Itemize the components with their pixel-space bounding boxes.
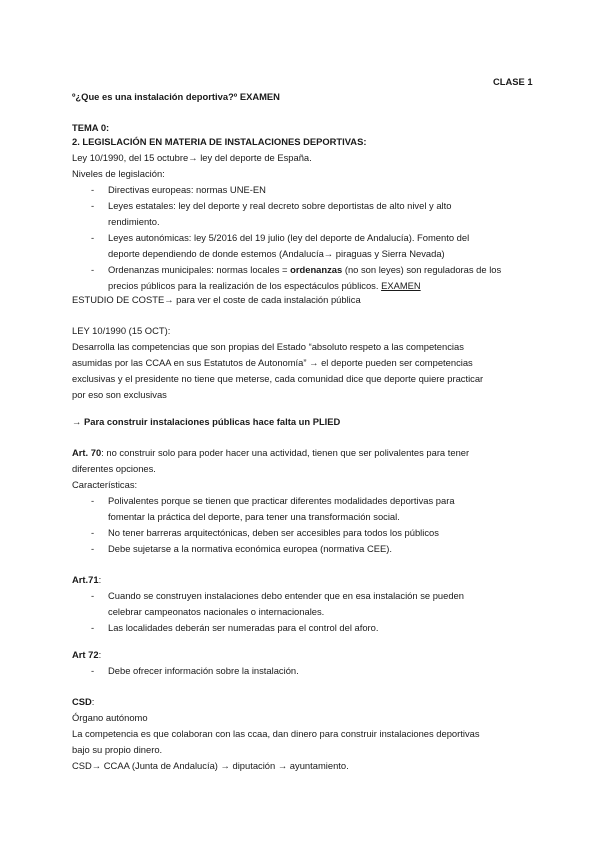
csd-colon: : [91,696,95,707]
ley-text: exclusivas y el presidente no tiene que meterse, cada comunidad dice que deporte quiere practicar [72,373,484,384]
csd-text: Órgano autónomo [72,712,148,723]
bullet-text: Leyes estatales: ley del deporte y real decreto sobre deportistas de alto nivel y alto [108,200,452,211]
bullet-text: deporte dependiendo de donde estemos (Andalucía→ piraguas y Sierra Nevada) [108,248,445,259]
art70-label: Art. 70 [72,447,102,458]
art71-colon: : [98,574,102,585]
bullet-text: Cuando se construyen instalaciones debo entender que en esa instalación se pueden [108,590,464,601]
ley-line: Ley 10/1990, del 15 octubre→ ley del deporte de España. [72,152,312,163]
bullet-dash: - [91,590,95,601]
art71-line [72,574,101,586]
art72-label: Art 72 [72,649,99,660]
bullet-dash: - [91,264,95,275]
csd-text: bajo su propio dinero. [72,744,163,755]
bullet-text: celebrar campeonatos nacionales o internacionales. [108,606,325,617]
precios-line [108,280,421,292]
bullet-dash: - [91,232,95,243]
csd-label: CSD [72,696,92,707]
bullet-text: No tener barreras arquitectónicas, deben ser accesibles para todos los públicos [108,527,439,538]
bullet-text: fomentar la práctica del deporte, para tener una transformación social. [108,511,400,522]
bullet-text: rendimiento. [108,216,160,227]
csd-line [72,696,94,708]
csd-text: CSD→ CCAA (Junta de Andalucía) → diputación → ayuntamiento. [72,760,349,771]
bullet-text: Las localidades deberán ser numeradas para el control del aforo. [108,622,379,633]
tema-title: TEMA 0: [72,122,110,133]
estudio-line: ESTUDIO DE COSTE→ para ver el coste de cada instalación pública [72,294,361,305]
bullet-dash: - [91,543,95,554]
ordenanzas-pre: Ordenanzas municipales: normas locales = [108,264,291,275]
ordenanzas-bold: ordenanzas [290,264,343,275]
question-heading: º¿Que es una instalación deportiva?º EXAMEN [72,91,280,102]
bullet-text: Leyes autonómicas: ley 5/2016 del 19 julio (ley del deporte de Andalucía). Fomento del [108,232,470,243]
bullet-text: Polivalentes porque se tienen que practicar diferentes modalidades deportivas para [108,495,455,506]
bullet-dash: - [91,622,95,633]
niveles-line: Niveles de legislación: [72,168,165,179]
examen-link: EXAMEN [381,280,421,291]
bullet-text: Debe ofrecer información sobre la instalación. [108,665,299,676]
bullet-dash: - [91,665,95,676]
csd-text: La competencia es que colaboran con las ccaa, dan dinero para construir instalaciones deportivas [72,728,480,739]
ley-text: asumidas por las CCAA en sus Estatutos de Autonomía” → el deporte pueden ser competencias [72,357,473,368]
plied-line: → Para construir instalaciones públicas hace falta un PLIED [72,416,341,427]
ley-title: LEY 10/1990 (15 OCT): [72,325,171,336]
precios-text: precios públicos para la realización de los espectáculos públicos. [108,280,379,291]
art70-line [72,447,469,459]
bullet-dash: - [91,527,95,538]
bullet-dash: - [91,495,95,506]
tema-subtitle: 2. LEGISLACIÓN EN MATERIA DE INSTALACIONES DEPORTIVAS: [72,136,367,147]
ordenanzas-post: (no son leyes) son reguladoras de los [342,264,502,275]
caracteristicas-line: Características: [72,479,138,490]
bullet-dash: - [91,184,95,195]
ordenanzas-line [108,264,501,276]
class-label: CLASE 1 [493,76,533,87]
ley-text: por eso son exclusivas [72,389,167,400]
ley-text: Desarrolla las competencias que son propias del Estado “absoluto respeto a las competencias [72,341,464,352]
art70-text: : no construir solo para poder hacer una actividad, tienen que ser polivalentes para tener [101,447,470,458]
bullet-text: Debe sujetarse a la normativa económica europea (normativa CEE). [108,543,392,554]
art70-text2: diferentes opciones. [72,463,156,474]
art71-label: Art.71 [72,574,99,585]
bullet-dash: - [91,200,95,211]
art72-line [72,649,101,661]
bullet-text: Directivas europeas: normas UNE-EN [108,184,266,195]
art72-colon: : [98,649,102,660]
